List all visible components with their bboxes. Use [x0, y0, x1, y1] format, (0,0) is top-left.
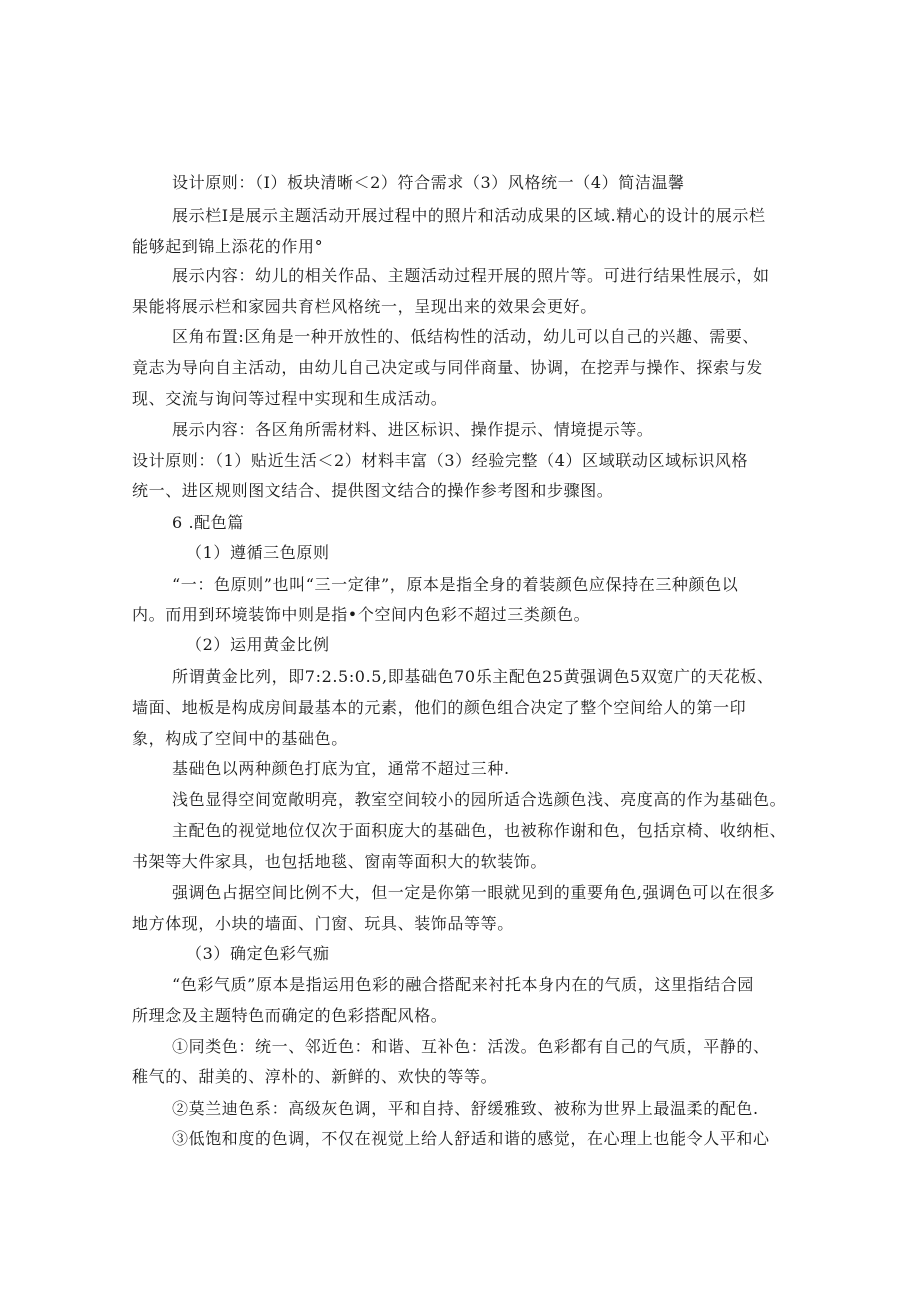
subsection-heading: （2）运用黄金比例 [186, 635, 330, 654]
paragraph-line: ②莫兰迪色系：高级灰色调，平和自持、舒缓雅致、被称为世界上最温柔的配色. [172, 1099, 759, 1118]
paragraph-line: 主配色的视觉地位仅次于面积庞大的基础色，也被称作谢和色，包括京椅、收纳柜、 [172, 821, 787, 840]
paragraph-line: 展示内容：幼儿的相关作品、主题活动过程开展的照片等。可进行结果性展示，如 [172, 266, 770, 285]
paragraph-line: 能够起到锦上添花的作用° [132, 237, 324, 256]
paragraph-line: 所谓黄金比列，即7:2.5:0.5,即基础色70乐主配色25黄强调色5双宽广的天花板、 [172, 667, 774, 686]
paragraph-line: 竟志为导向自主活动，由幼儿自己决定或与同伴商量、协调，在挖弄与操作、探索与发 [132, 358, 763, 377]
paragraph-line: “一：色原则”也叫“三一定律”，原本是指全身的着装颜色应保持在三种颜色以 [172, 575, 739, 594]
paragraph-line: 区角布置:区角是一种开放性的、低结构性的活动，幼儿可以自己的兴趣、需要、 [172, 327, 759, 346]
paragraph-line: 展示栏I是展示主题活动开展过程中的照片和活动成果的区域.精心的设计的展示栏 [172, 206, 766, 225]
paragraph-line: ③低饱和度的色调，不仅在视觉上给人舒适和谐的感觉，在心理上也能令人平和心 [172, 1129, 770, 1148]
paragraph-line: 果能将展示栏和家园共育栏风格统一，呈现出来的效果会更好。 [132, 297, 597, 316]
paragraph-line: ①同类色：统一、邻近色：和谐、互补色：活泼。色彩都有自己的气质，平静的、 [172, 1037, 770, 1056]
paragraph-line: 墙面、地板是构成房间最基本的元素，他们的颜色组合决定了整个空间给人的第一印 [132, 698, 747, 717]
paragraph-line: 稚气的、甜美的、淳朴的、新鲜的、欢快的等等。 [132, 1067, 498, 1086]
paragraph-line: 强调色占据空间比例不大，但一定是你第一眼就见到的重要角色,强调色可以在很多 [172, 883, 776, 902]
paragraph-line: 内。而用到环境装饰中则是指•个空间内色彩不超过三类颜色。 [132, 605, 591, 624]
subsection-heading: （1）遵循三色原则 [186, 543, 330, 562]
paragraph-line: 基础色以两种颜色打底为宜，通常不超过三种. [172, 759, 510, 778]
paragraph-line: “色彩气质”原本是指运用色彩的融合搭配来衬托本身内在的气质，这里指结合园 [172, 975, 754, 994]
paragraph-line: 所理念及主题特色而确定的色彩搭配风格。 [132, 1006, 448, 1025]
paragraph-line: 地方体现，小块的墙面、门窗、玩具、装饰品等等。 [132, 914, 514, 933]
paragraph-line: 浅色显得空间宽敞明亮，教室空间较小的园所适合选颜色浅、亮度高的作为基础色。 [172, 790, 787, 809]
paragraph-line: 设计原则：（I）板块清晰＜2）符合需求（3）风格统一（4）简洁温馨 [172, 173, 685, 192]
paragraph-line: 统一、进区规则图文结合、提供图文结合的操作参考图和步骤图。 [132, 481, 614, 500]
paragraph-line: 设计原则：（1）贴近生活＜2）材料丰富（3）经验完整（4）区域联动区域标识风格 [132, 451, 749, 470]
paragraph-line: 展示内容：各区角所需材料、进区标识、操作提示、情境提示等。 [172, 420, 654, 439]
paragraph-line: 现、交流与询问等过程中实现和生成活动。 [132, 389, 448, 408]
paragraph-line: 书架等大件家具，也包括地毯、窗南等面积大的软装饰。 [132, 852, 548, 871]
section-heading: 6 .配色篇 [172, 513, 244, 532]
subsection-heading: （3）确定色彩气痂 [186, 944, 330, 963]
paragraph-line: 象，构成了空间中的基础色。 [132, 729, 348, 748]
